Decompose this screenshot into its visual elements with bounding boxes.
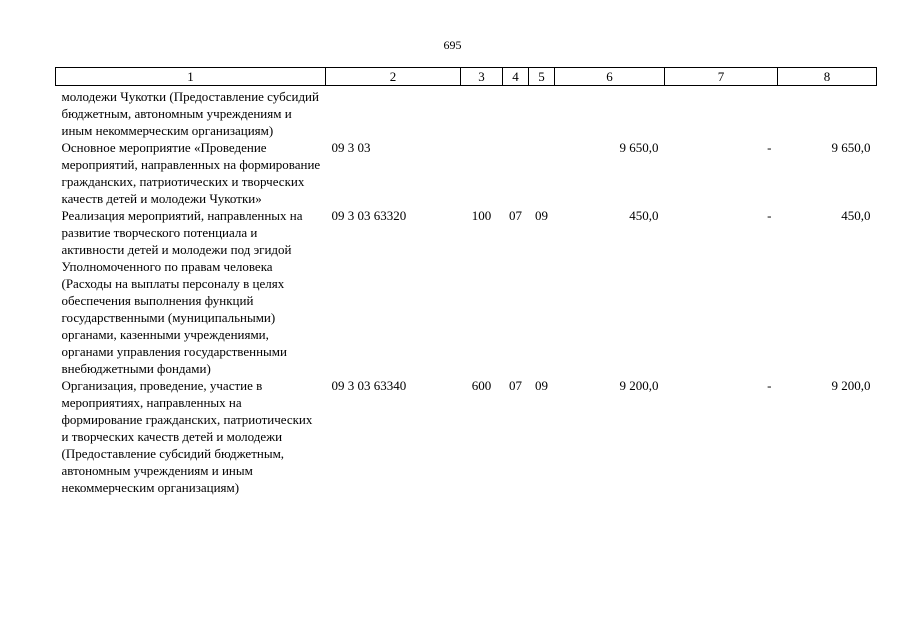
row-total [778, 86, 877, 140]
column-header-2: 2 [326, 68, 461, 86]
row-change: - [767, 208, 772, 223]
row-vr: 600 [471, 378, 492, 393]
row-rz [503, 86, 529, 140]
column-header-8: 8 [778, 68, 877, 86]
row-code: 09 3 03 63340 [331, 378, 407, 393]
row-code [326, 86, 461, 140]
row-pr: 09 [535, 208, 548, 223]
row-change: - [767, 140, 772, 155]
row-sum: 9 650,0 [619, 140, 659, 155]
row-vr: 100 [471, 208, 492, 223]
row-rz [503, 139, 529, 207]
row-sum [555, 86, 665, 140]
row-pr [529, 139, 555, 207]
row-vr [461, 86, 503, 140]
row-sum: 450,0 [629, 208, 659, 223]
budget-table [55, 67, 877, 496]
column-header-5: 5 [529, 68, 555, 86]
row-name: Основное мероприятие «Проведение мероприятий, направленных на формирование гражданских, патриотических и творческих качеств детей и молодежи Чукотки» [61, 140, 321, 206]
column-header-6: 6 [555, 68, 665, 86]
table-row [56, 86, 877, 140]
row-rz: 07 [509, 208, 522, 223]
row-total: 9 200,0 [831, 378, 871, 393]
column-header-3: 3 [461, 68, 503, 86]
table-row [56, 139, 877, 207]
row-sum: 9 200,0 [619, 378, 659, 393]
row-name: молодежи Чукотки (Предоставление субсидий бюджетным, автономным учреждениям и иным некоммерческим организациям) [61, 89, 319, 138]
column-header-1: 1 [56, 68, 326, 86]
column-header-7: 7 [665, 68, 778, 86]
row-rz: 07 [509, 378, 522, 393]
table-header-row [56, 68, 877, 86]
row-total: 9 650,0 [831, 140, 871, 155]
row-pr: 09 [535, 378, 548, 393]
row-vr [461, 139, 503, 207]
row-total: 450,0 [841, 208, 871, 223]
row-change [665, 86, 778, 140]
row-name: Организация, проведение, участие в мероприятиях, направленных на формирование гражданских, патриотических и творческих качеств детей и молодежи (Предоставление субсидий бюджетным, автономным учреждениям и иным некоммерческим организациям) [61, 378, 313, 495]
row-name: Реализация мероприятий, направленных на развитие творческого потенциала и активности детей и молодежи под эгидой Уполномоченного по правам человека (Расходы на выплаты персоналу в целях обеспечения выполнения функций государственными (муниципальными) органами, казенными учреждениями, органами управления государственными внебюджетными фондами) [61, 208, 303, 376]
row-change: - [767, 378, 772, 393]
row-code: 09 3 03 63320 [331, 208, 407, 223]
column-header-4: 4 [503, 68, 529, 86]
page-number: 695 [443, 38, 462, 52]
row-code: 09 3 03 [331, 140, 371, 155]
row-pr [529, 86, 555, 140]
table-row [56, 377, 877, 496]
table-row [56, 207, 877, 377]
